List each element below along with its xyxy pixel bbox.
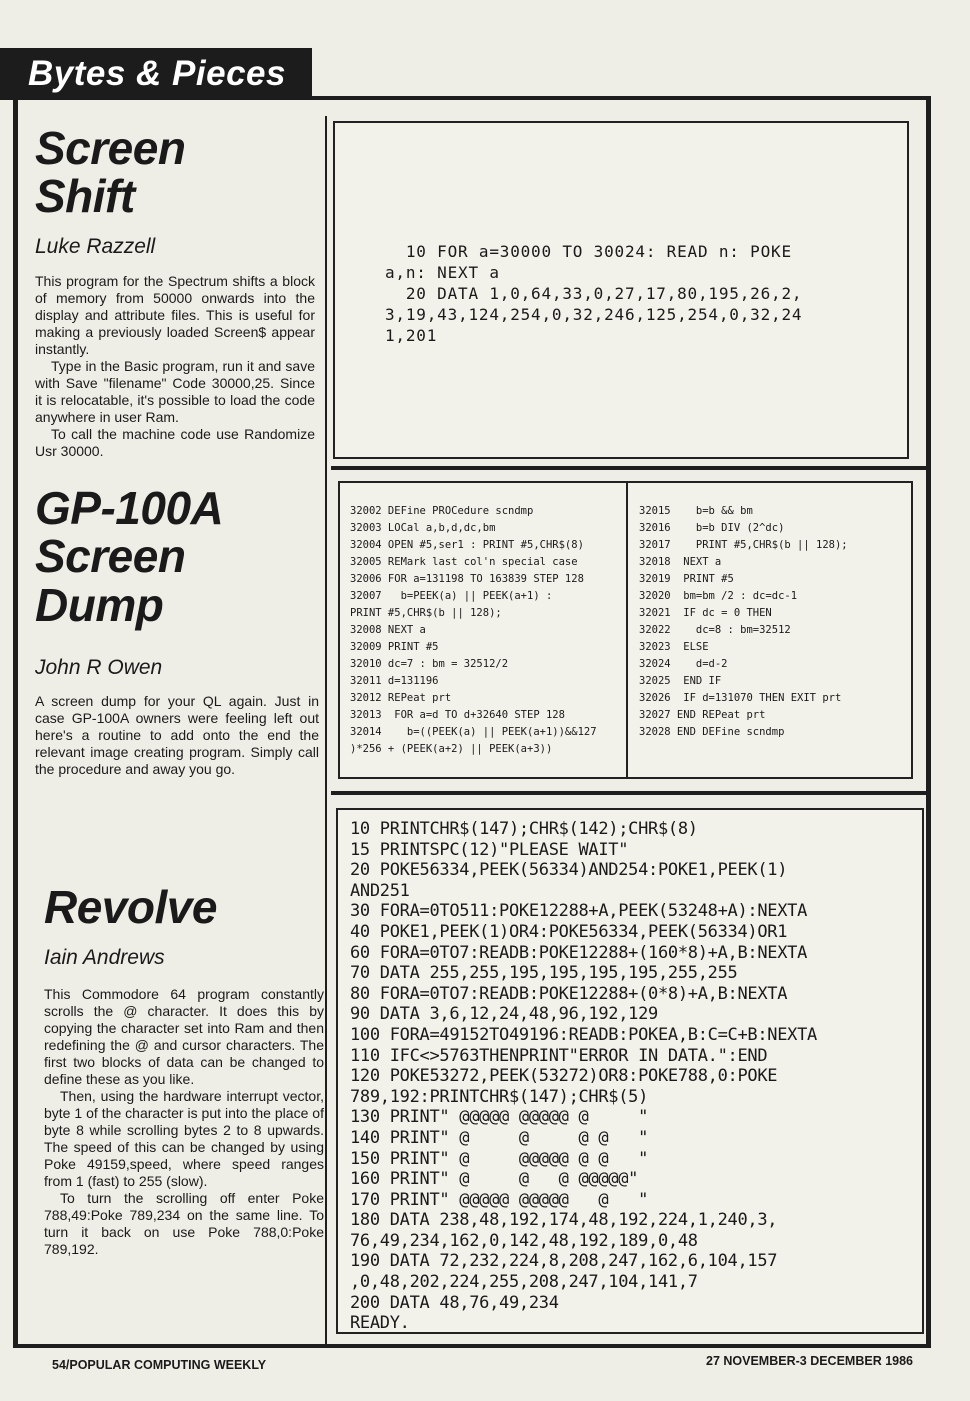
- code-line: 32021 IF dc = 0 THEN: [639, 607, 772, 619]
- title-line: Dump: [35, 578, 164, 631]
- section-header: [0, 48, 312, 100]
- paragraph: This Commodore 64 program constantly scrolls the @ character. It does this by copying the character set into Ram and then redefining the @ and cursor characters. The first two blocks of data can be changed to define these as you like.: [44, 986, 324, 1087]
- code-line: 10 FOR a=30000 TO 30024: READ n: POKE: [385, 242, 792, 261]
- code-line: a,n: NEXT a: [385, 263, 500, 282]
- article-title: [35, 124, 185, 221]
- code-line: 30 FORA=0TO511:POKE12288+A,PEEK(53248+A):NEXTA: [350, 901, 808, 922]
- code-line: 60 FORA=0TO7:READB:POKE12288+(160*8)+A,B:NEXTA: [350, 942, 808, 963]
- code-line: 32028 END DEFine scndmp: [639, 726, 785, 738]
- code-line: 32003 LOCal a,b,d,dc,bm: [350, 522, 496, 534]
- article-author: Iain Andrews: [44, 946, 165, 969]
- code-line: 10 PRINTCHR$(147);CHR$(142);CHR$(8): [350, 819, 698, 839]
- article-body: [44, 986, 324, 1258]
- article-title: [35, 484, 223, 629]
- code-column: [639, 503, 909, 741]
- title-line: Shift: [35, 170, 135, 223]
- code-line: 160 PRINT" @ @ @ @@@@@": [350, 1169, 639, 1190]
- code-line: 32009 PRINT #5: [350, 641, 439, 653]
- code-line: 32024 d=d-2: [639, 658, 728, 670]
- paragraph: Then, using the hardware interrupt vector, byte 1 of the character is put into the place of byte 8 while scrolling bytes 2 to 8 upwards. The speed of this can be changed by using Poke 49159,speed, where speed ranges from 1 (fast) to 255 (slow).: [44, 1088, 324, 1189]
- code-line: 3,19,43,124,254,0,32,246,125,254,0,32,24: [385, 305, 803, 324]
- footer-date: 27 NOVEMBER-3 DECEMBER 1986: [706, 1354, 914, 1368]
- code-line: 40 POKE1,PEEK(1)OR4:POKE56334,PEEK(56334)OR1: [350, 921, 788, 942]
- section-title: Bytes & Pieces: [28, 54, 286, 93]
- code-line: 32006 FOR a=131198 TO 163839 STEP 128: [350, 573, 584, 585]
- code-line: 1,201: [385, 326, 438, 345]
- code-line: 76,49,234,162,0,142,48,192,189,0,48: [350, 1230, 698, 1251]
- bottom-rule: [13, 1344, 931, 1348]
- code-line: 180 DATA 238,48,192,174,48,192,224,1,240,3,: [350, 1210, 778, 1231]
- code-line: AND251: [350, 880, 410, 901]
- paragraph: This program for the Spectrum shifts a block of memory from 50000 onwards into the display and attribute files. This is useful for making a previously loaded Screen$ appear instantly.: [35, 273, 315, 357]
- article-author: Luke Razzell: [35, 235, 156, 258]
- code-line: 70 DATA 255,255,195,195,195,195,255,255: [350, 963, 738, 984]
- code-listing: [333, 121, 909, 459]
- paragraph: A screen dump for your QL again. Just in case GP-100A owners were feeling left out here's a routine to add onto the end the relevant image creating program. Simply call the procedure and away you go.: [35, 693, 319, 777]
- divider-line: [331, 791, 926, 795]
- code-line: 32011 d=131196: [350, 675, 439, 687]
- code-line: 32005 REMark last col'n special case: [350, 556, 578, 568]
- code-line: 32017 PRINT #5,CHR$(b || 128);: [639, 539, 848, 551]
- code-line: 200 DATA 48,76,49,234: [350, 1292, 559, 1313]
- paragraph: To turn the scrolling off enter Poke 788,49:Poke 789,234 on the same line. To turn it back on use Poke 788,0:Poke 789,192.: [44, 1190, 324, 1257]
- code-line: 32023 ELSE: [639, 641, 709, 653]
- code-line: 32010 dc=7 : bm = 32512/2: [350, 658, 509, 670]
- divider-line: [331, 466, 926, 470]
- code-line: 32014 b=((PEEK(a) || PEEK(a+1))&&127: [350, 726, 597, 738]
- code-line: 32016 b=b DIV (2^dc): [639, 522, 785, 534]
- code-line: 32025 END IF: [639, 675, 722, 687]
- code-line: 90 DATA 3,6,12,24,48,96,192,129: [350, 1004, 658, 1025]
- title-line: Revolve: [44, 881, 217, 933]
- code-line: 32018 NEXT a: [639, 556, 722, 568]
- code-line: 32007 b=PEEK(a) || PEEK(a+1) :: [350, 590, 553, 602]
- code-line: 32002 DEFine PROCedure scndmp: [350, 505, 534, 517]
- code-line: 20 POKE56334,PEEK(56334)AND254:POKE1,PEEK(1): [350, 860, 788, 881]
- code-line: 110 IFC<>5763THENPRINT"ERROR IN DATA.":END: [350, 1045, 768, 1066]
- code-line: 32012 REPeat prt: [350, 692, 452, 704]
- code-line: ,0,48,202,224,255,208,247,104,141,7: [350, 1272, 698, 1293]
- article-body: [35, 693, 319, 778]
- title-line: Screen: [35, 122, 186, 174]
- title-line: GP-100A: [35, 482, 224, 534]
- code-column-divider: [626, 483, 628, 777]
- code-line: 32019 PRINT #5: [639, 573, 734, 585]
- paragraph: Type in the Basic program, run it and save with Save "filename" Code 30000,25. Since it is relocatable, it's possible to load the code anywhere in user Ram.: [35, 358, 315, 425]
- code-line: )*256 + (PEEK(a+2) || PEEK(a+3)): [350, 743, 553, 755]
- code-line: 15 PRINTSPC(12)"PLEASE WAIT": [350, 839, 629, 860]
- code-line: 32026 IF d=131070 THEN EXIT prt: [639, 692, 842, 704]
- code-line: 140 PRINT" @ @ @ @ ": [350, 1127, 649, 1148]
- code-line: 100 FORA=49152TO49196:READB:POKEA,B:C=C+B:NEXTA: [350, 1024, 817, 1045]
- code-line: READY.: [350, 1313, 410, 1334]
- code-line: 32027 END REPeat prt: [639, 709, 766, 721]
- code-line: 32004 OPEN #5,ser1 : PRINT #5,CHR$(8): [350, 539, 584, 551]
- code-line: 120 POKE53272,PEEK(53272)OR8:POKE788,0:POKE: [350, 1066, 778, 1087]
- code-line: 190 DATA 72,232,224,8,208,247,162,6,104,157: [350, 1251, 778, 1272]
- code-line: 150 PRINT" @ @@@@@ @ @ ": [350, 1148, 649, 1169]
- code-line: 789,192:PRINTCHR$(147);CHR$(5): [350, 1086, 649, 1107]
- paragraph: To call the machine code use Randomize Usr 30000.: [35, 426, 315, 459]
- code-line: 32020 bm=bm /2 : dc=dc-1: [639, 590, 798, 602]
- article-title: [44, 883, 217, 931]
- code-listing: [336, 808, 924, 1334]
- article-body: [35, 273, 315, 460]
- code-line: 130 PRINT" @@@@@ @@@@@ @ ": [350, 1107, 649, 1128]
- top-rule: [312, 96, 931, 100]
- column-divider: [325, 116, 327, 1348]
- code-column: [350, 503, 622, 758]
- code-line: 32013 FOR a=d TO d+32640 STEP 128: [350, 709, 565, 721]
- code-line: 32008 NEXT a: [350, 624, 426, 636]
- code-line: 20 DATA 1,0,64,33,0,27,17,80,195,26,2,: [385, 284, 803, 303]
- title-line: Screen: [35, 530, 186, 583]
- footer-page-info: 54/POPULAR COMPUTING WEEKLY: [52, 1358, 267, 1372]
- article-author: John R Owen: [35, 656, 163, 679]
- code-line: 80 FORA=0TO7:READB:POKE12288+(0*8)+A,B:NEXTA: [350, 983, 788, 1004]
- code-line: 32015 b=b && bm: [639, 505, 753, 517]
- code-line: 170 PRINT" @@@@@ @@@@@ @ ": [350, 1189, 649, 1210]
- code-line: PRINT #5,CHR$(b || 128);: [350, 607, 502, 619]
- code-listing: [338, 481, 913, 779]
- code-line: 32022 dc=8 : bm=32512: [639, 624, 791, 636]
